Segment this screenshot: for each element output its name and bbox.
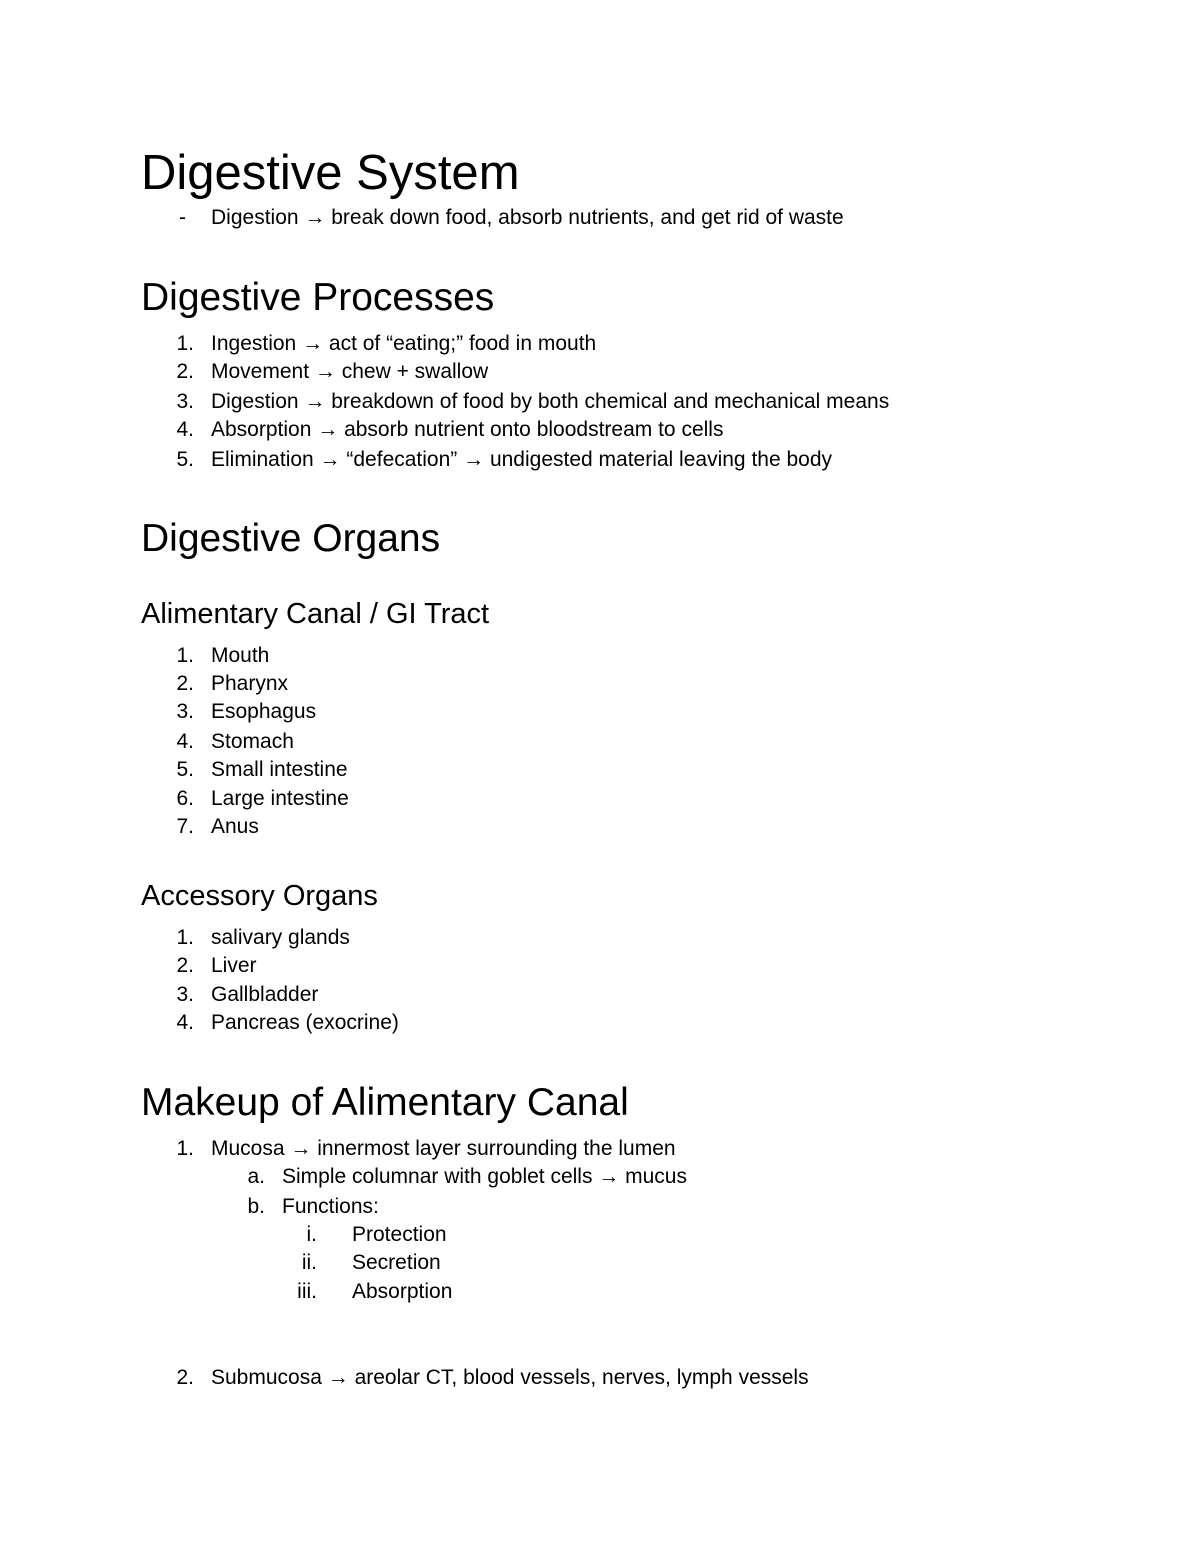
intro-text: Digestion → break down food, absorb nutrients, and get rid of waste (211, 206, 844, 229)
list-number: 3. (176, 700, 194, 723)
list-number: 1. (176, 332, 194, 355)
sub-sub-list-item: Secretion (352, 1251, 441, 1274)
list-item-submucosa: Submucosa → areolar CT, blood vessels, nerves, lymph vessels (211, 1366, 809, 1389)
list-roman: iii. (297, 1280, 317, 1303)
list-number: 1. (176, 926, 194, 949)
list-item: Liver (211, 954, 257, 977)
list-item: Esophagus (211, 700, 317, 723)
subheading-accessory-organs: Accessory Organs (141, 880, 378, 912)
section-heading-organs: Digestive Organs (141, 517, 441, 560)
list-number: 4. (176, 1011, 194, 1034)
list-number: 4. (176, 418, 194, 441)
list-item: Absorption → absorb nutrient onto bloodstream to cells (211, 418, 724, 441)
sub-sub-list-item: Protection (352, 1223, 447, 1246)
list-number: 3. (176, 390, 194, 413)
list-letter: a. (247, 1165, 265, 1188)
list-item: Small intestine (211, 758, 348, 781)
section-heading-makeup: Makeup of Alimentary Canal (141, 1081, 629, 1124)
list-letter: b. (247, 1195, 265, 1218)
list-number: 4. (176, 730, 194, 753)
list-item: Gallbladder (211, 983, 319, 1006)
list-number: 2. (176, 1366, 194, 1389)
subheading-alimentary-canal: Alimentary Canal / GI Tract (141, 598, 490, 630)
sub-list-item: Simple columnar with goblet cells → mucus (282, 1165, 687, 1188)
list-item: Ingestion → act of “eating;” food in mouth (211, 332, 597, 355)
list-item-mucosa: Mucosa → innermost layer surrounding the lumen (211, 1137, 676, 1160)
section-heading-processes: Digestive Processes (141, 276, 495, 319)
list-number: 1. (176, 644, 194, 667)
list-item: Stomach (211, 730, 294, 753)
list-number: 2. (176, 672, 194, 695)
list-item: salivary glands (211, 926, 350, 949)
list-number: 2. (176, 954, 194, 977)
sub-sub-list-item: Absorption (352, 1280, 453, 1303)
list-roman: i. (306, 1223, 317, 1246)
list-item: Digestion → breakdown of food by both chemical and mechanical means (211, 390, 890, 413)
list-number: 2. (176, 360, 194, 383)
list-number: 5. (176, 758, 194, 781)
list-item: Mouth (211, 644, 270, 667)
list-number: 3. (176, 983, 194, 1006)
list-item: Anus (211, 815, 259, 838)
list-item: Elimination → “defecation” → undigested material leaving the body (211, 448, 833, 471)
sub-list-item: Functions: (282, 1195, 379, 1218)
bullet-marker: - (179, 206, 186, 229)
list-item: Large intestine (211, 787, 349, 810)
list-item: Movement → chew + swallow (211, 360, 489, 383)
list-number: 1. (176, 1137, 194, 1160)
list-item: Pancreas (exocrine) (211, 1011, 399, 1034)
page-title: Digestive System (141, 146, 520, 200)
list-number: 5. (176, 448, 194, 471)
list-number: 7. (176, 815, 194, 838)
list-item: Pharynx (211, 672, 289, 695)
list-number: 6. (176, 787, 194, 810)
list-roman: ii. (301, 1251, 317, 1274)
